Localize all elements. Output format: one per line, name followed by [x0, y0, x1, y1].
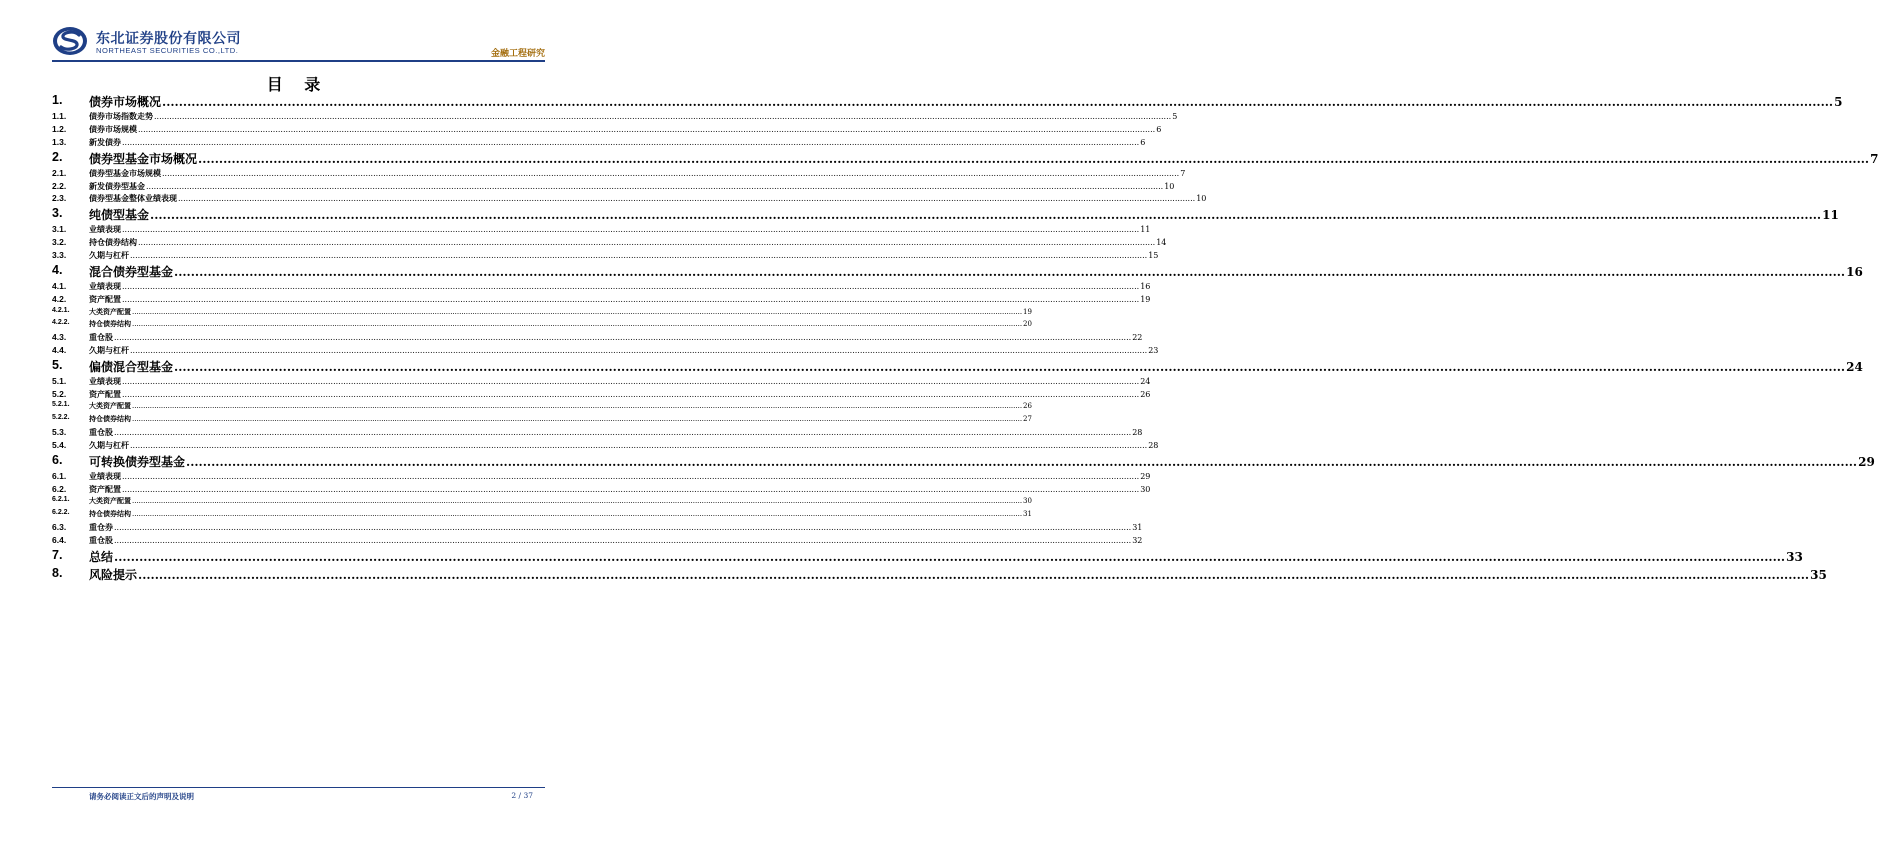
- toc-entry-number: 2.1.: [52, 167, 67, 178]
- company-logo: [52, 26, 88, 56]
- toc-entry-number: 6.1.: [52, 470, 67, 481]
- toc-entry[interactable]: [52, 565, 1827, 584]
- toc-entry-number: 3.2.: [52, 237, 67, 248]
- dot-leader: ................................................................................................................................................................................................................................................................................................................................................................................................................: [122, 137, 1140, 147]
- toc-entry-page[interactable]: 30: [1023, 497, 1032, 506]
- toc-entry[interactable]: [52, 439, 1159, 453]
- dot-leader: ................................................................................................................................................................................................................................................................................................................................................................................................................: [122, 281, 1140, 291]
- department-label: 金融工程研究: [490, 49, 545, 59]
- toc-entry[interactable]: [52, 249, 1159, 263]
- toc-entry-page[interactable]: 23: [1148, 345, 1159, 355]
- toc-entry-title[interactable]: 业绩表现: [89, 280, 121, 291]
- dot-leader: ................................................................................................................................................................................................................................................................................................................................................................................................................: [132, 307, 1023, 316]
- toc-entry-page[interactable]: 6: [1140, 137, 1146, 147]
- toc-entry-page[interactable]: 11: [1140, 225, 1151, 235]
- toc-entry[interactable]: [52, 509, 1032, 522]
- toc-entry[interactable]: [52, 357, 1863, 376]
- dot-leader: ................................................................................................................................................................................................................................................................................................................................................................................................................: [122, 484, 1140, 494]
- dot-leader: ................................................................................................................................................................................................................................................................................................................................................................................................................: [132, 510, 1023, 519]
- dot-leader: ................................................................................................................................................................................................................................................................................................................................................................................................................: [122, 389, 1140, 399]
- toc-entry-title[interactable]: 重仓券: [89, 522, 113, 533]
- toc-entry-title[interactable]: 纯债型基金: [89, 208, 150, 223]
- toc-entry-number: 4.2.1.: [52, 306, 70, 314]
- dot-leader: ................................................................................................................................................................................................................................................................................................................................................................................................................: [122, 376, 1140, 386]
- toc-entry[interactable]: [52, 193, 1207, 206]
- toc-entry-number: 4.4.: [52, 344, 67, 355]
- toc-entry[interactable]: [52, 470, 1151, 484]
- toc-entry[interactable]: [52, 496, 1032, 509]
- toc-entry[interactable]: [52, 375, 1151, 389]
- toc-entry-title[interactable]: 债券市场概况: [89, 95, 162, 109]
- toc-entry[interactable]: [52, 547, 1803, 566]
- toc-entry-title[interactable]: 重仓股: [89, 534, 113, 545]
- toc-entry-title[interactable]: 业绩表现: [89, 470, 121, 481]
- toc-entry[interactable]: [52, 452, 1875, 471]
- toc-entry-page[interactable]: 22: [1132, 333, 1143, 343]
- toc-entry-number: 6.2.: [52, 483, 67, 494]
- toc-entry[interactable]: [52, 262, 1863, 281]
- toc-entry[interactable]: [52, 344, 1159, 358]
- toc-entry-title[interactable]: 重仓股: [89, 427, 113, 438]
- toc-entry-title[interactable]: 资产配置: [89, 483, 121, 494]
- toc-entry[interactable]: [52, 534, 1143, 548]
- dot-leader: ................................................................................................................................................................................................................................................................................................................................................................................................................: [138, 124, 1156, 134]
- dot-leader: ................................................................................................................................................................................................................................................................................................................................................................................................................: [114, 333, 1132, 343]
- toc-entry[interactable]: [52, 206, 1839, 224]
- toc-entry-title[interactable]: 持仓债券结构: [89, 414, 131, 424]
- toc-entry-number: 3.: [52, 206, 63, 221]
- toc-entry-title[interactable]: 债券型基金市场规模: [89, 167, 161, 178]
- toc-entry-title[interactable]: 债券市场指数走势: [89, 111, 153, 122]
- toc-entry-title[interactable]: 大类资产配置: [89, 401, 131, 411]
- toc-entry[interactable]: [52, 522, 1143, 535]
- toc-entry-page[interactable]: 11: [1822, 208, 1839, 223]
- dot-leader: ................................................................................................................................................................................................................................................................................................................................................................................................................: [122, 471, 1140, 481]
- toc-entry-number: 5.2.1.: [52, 401, 70, 409]
- toc-entry-page[interactable]: 19: [1023, 307, 1032, 316]
- toc-entry-page[interactable]: 14: [1156, 238, 1167, 248]
- toc-entry-page[interactable]: 24: [1846, 359, 1863, 374]
- dot-leader: ................................................................................................................................................................................................................................................................................................................................................................................................................: [114, 549, 1786, 564]
- page-header: [52, 26, 545, 60]
- company-name-cn: 东北证券股份有限公司: [96, 31, 241, 47]
- toc-entry-number: 1.1.: [52, 111, 67, 122]
- dot-leader: ................................................................................................................................................................................................................................................................................................................................................................................................................: [138, 238, 1156, 248]
- company-name-en: NORTHEAST SECURITIES CO.,LTD.: [96, 46, 239, 55]
- dot-leader: ................................................................................................................................................................................................................................................................................................................................................................................................................: [132, 497, 1023, 506]
- toc-entry-page[interactable]: 19: [1140, 294, 1151, 304]
- dot-leader: ................................................................................................................................................................................................................................................................................................................................................................................................................: [114, 428, 1132, 438]
- toc-entry-title[interactable]: 总结: [89, 549, 114, 564]
- toc-entry-page[interactable]: 30: [1140, 484, 1151, 494]
- toc-entry-page[interactable]: 32: [1132, 535, 1143, 545]
- toc-entry-page[interactable]: 5: [1172, 112, 1178, 122]
- toc-entry-number: 4.1.: [52, 280, 67, 291]
- toc-entry-number: 5.3.: [52, 427, 67, 438]
- toc-entry[interactable]: [52, 180, 1175, 194]
- toc-entry-title[interactable]: 可转换债券型基金: [89, 454, 186, 469]
- dot-leader: ................................................................................................................................................................................................................................................................................................................................................................................................................: [122, 294, 1140, 304]
- toc-entry-number: 1.3.: [52, 136, 67, 147]
- toc-entry-number: 4.2.: [52, 293, 67, 304]
- toc-entry-number: 6.3.: [52, 522, 67, 533]
- table-of-contents: [52, 93, 1878, 584]
- toc-entry-page[interactable]: 33: [1786, 549, 1803, 564]
- toc-entry-number: 2.: [52, 149, 63, 164]
- toc-entry[interactable]: [52, 388, 1151, 402]
- toc-entry-title[interactable]: 大类资产配置: [89, 306, 131, 316]
- toc-entry[interactable]: [52, 306, 1032, 320]
- toc-entry-title[interactable]: 风险提示: [89, 567, 138, 582]
- toc-entry[interactable]: [52, 293, 1151, 307]
- toc-entry-number: 4.2.2.: [52, 319, 70, 327]
- toc-entry-number: 6.2.2.: [52, 509, 70, 517]
- toc-entry-page[interactable]: 26: [1140, 389, 1151, 399]
- toc-entry-page[interactable]: 7: [1870, 151, 1878, 166]
- toc-entry[interactable]: [52, 414, 1032, 427]
- footer-divider: [52, 787, 545, 788]
- dot-leader: ................................................................................................................................................................................................................................................................................................................................................................................................................: [154, 112, 1172, 122]
- toc-entry-page[interactable]: 16: [1846, 264, 1863, 279]
- toc-entry-title[interactable]: 久期与杠杆: [89, 249, 129, 260]
- toc-entry-number: 7.: [52, 547, 63, 562]
- toc-entry-title[interactable]: 业绩表现: [89, 224, 121, 235]
- toc-entry-page[interactable]: 7: [1180, 168, 1186, 178]
- dot-leader: ................................................................................................................................................................................................................................................................................................................................................................................................................: [130, 250, 1148, 260]
- toc-entry[interactable]: [52, 237, 1167, 250]
- dot-leader: ................................................................................................................................................................................................................................................................................................................................................................................................................: [186, 454, 1858, 469]
- toc-entry-number: 5.: [52, 357, 63, 372]
- toc-entry-title[interactable]: 持仓债券结构: [89, 319, 131, 329]
- toc-entry-number: 1.: [52, 93, 63, 107]
- toc-entry-page[interactable]: 29: [1140, 471, 1151, 481]
- dot-leader: ................................................................................................................................................................................................................................................................................................................................................................................................................: [174, 264, 1846, 279]
- dot-leader: ................................................................................................................................................................................................................................................................................................................................................................................................................: [132, 402, 1023, 411]
- toc-entry[interactable]: [52, 319, 1032, 332]
- toc-entry-title[interactable]: 持仓债券结构: [89, 509, 131, 519]
- toc-entry-page[interactable]: 24: [1140, 376, 1151, 386]
- dot-leader: ................................................................................................................................................................................................................................................................................................................................................................................................................: [114, 535, 1132, 545]
- toc-entry-number: 5.1.: [52, 375, 67, 386]
- dot-leader: ................................................................................................................................................................................................................................................................................................................................................................................................................: [130, 345, 1148, 355]
- toc-entry-page[interactable]: 16: [1140, 281, 1151, 291]
- dot-leader: ................................................................................................................................................................................................................................................................................................................................................................................................................: [130, 440, 1148, 450]
- dot-leader: ................................................................................................................................................................................................................................................................................................................................................................................................................: [132, 415, 1023, 424]
- dot-leader: ................................................................................................................................................................................................................................................................................................................................................................................................................: [132, 320, 1023, 329]
- toc-entry-page[interactable]: 10: [1196, 194, 1207, 204]
- dot-leader: ................................................................................................................................................................................................................................................................................................................................................................................................................: [146, 181, 1164, 191]
- toc-entry-title[interactable]: 债券型基金市场概况: [89, 151, 198, 166]
- toc-entry-number: 6.2.1.: [52, 496, 70, 504]
- toc-entry-page[interactable]: 31: [1132, 523, 1143, 533]
- toc-entry-title[interactable]: 大类资产配置: [89, 496, 131, 506]
- page-number: 2 / 37: [511, 791, 533, 800]
- toc-entry-title[interactable]: 业绩表现: [89, 375, 121, 386]
- toc-entry-title[interactable]: 资产配置: [89, 388, 121, 399]
- dot-leader: ................................................................................................................................................................................................................................................................................................................................................................................................................: [198, 151, 1870, 166]
- toc-entry[interactable]: [52, 332, 1143, 345]
- toc-entry-number: 1.2.: [52, 123, 67, 134]
- toc-entry-page[interactable]: 6: [1156, 124, 1162, 134]
- footer-disclaimer: 请务必阅读正文后的声明及说明: [89, 792, 194, 801]
- toc-entry-title[interactable]: 混合债券型基金: [89, 264, 174, 279]
- toc-entry-title[interactable]: 新发债券型基金: [89, 180, 145, 191]
- toc-entry-number: 4.3.: [52, 332, 67, 343]
- toc-entry-title[interactable]: 债券型基金整体业绩表现: [89, 193, 177, 204]
- toc-entry-title[interactable]: 新发债券: [89, 136, 121, 147]
- toc-entry[interactable]: [52, 280, 1151, 294]
- dot-leader: ................................................................................................................................................................................................................................................................................................................................................................................................................: [162, 168, 1180, 178]
- toc-entry-number: 8.: [52, 565, 63, 580]
- toc-entry[interactable]: [52, 167, 1186, 181]
- toc-entry-title[interactable]: 重仓股: [89, 332, 113, 343]
- toc-entry-number: 5.2.2.: [52, 414, 70, 422]
- toc-entry-title[interactable]: 资产配置: [89, 293, 121, 304]
- toc-entry-page[interactable]: 35: [1810, 567, 1827, 582]
- toc-entry-number: 3.3.: [52, 249, 67, 260]
- toc-entry-page[interactable]: 29: [1858, 454, 1875, 469]
- toc-entry-number: 5.2.: [52, 388, 67, 399]
- toc-entry[interactable]: [52, 93, 1843, 111]
- toc-entry-number: 5.4.: [52, 439, 67, 450]
- header-divider: [52, 60, 545, 62]
- toc-entry-page[interactable]: 15: [1148, 250, 1159, 260]
- toc-entry[interactable]: [52, 483, 1151, 497]
- toc-entry-title[interactable]: 持仓债券结构: [89, 237, 137, 248]
- toc-entry-page[interactable]: 10: [1164, 181, 1175, 191]
- toc-title: 目 录: [266, 75, 329, 94]
- dot-leader: ................................................................................................................................................................................................................................................................................................................................................................................................................: [178, 194, 1196, 204]
- toc-entry[interactable]: [52, 401, 1032, 414]
- toc-entry-page[interactable]: 28: [1148, 440, 1159, 450]
- toc-entry-number: 3.1.: [52, 224, 67, 235]
- toc-entry-page[interactable]: 28: [1132, 428, 1143, 438]
- toc-entry[interactable]: [52, 123, 1162, 137]
- toc-entry-title[interactable]: 久期与杠杆: [89, 344, 129, 355]
- toc-entry-number: 2.3.: [52, 193, 67, 204]
- toc-entry[interactable]: [52, 149, 1878, 168]
- dot-leader: ................................................................................................................................................................................................................................................................................................................................................................................................................: [114, 523, 1132, 533]
- toc-entry[interactable]: [52, 111, 1178, 124]
- toc-entry-title[interactable]: 债券市场规模: [89, 123, 137, 134]
- toc-entry[interactable]: [52, 136, 1146, 150]
- toc-entry-page[interactable]: 27: [1023, 415, 1032, 424]
- dot-leader: ................................................................................................................................................................................................................................................................................................................................................................................................................: [150, 208, 1822, 223]
- dot-leader: ................................................................................................................................................................................................................................................................................................................................................................................................................: [162, 95, 1834, 109]
- toc-entry-page[interactable]: 20: [1023, 320, 1032, 329]
- toc-entry[interactable]: [52, 427, 1143, 440]
- toc-entry-title[interactable]: 久期与杠杆: [89, 439, 129, 450]
- toc-entry-title[interactable]: 偏债混合型基金: [89, 359, 174, 374]
- toc-entry-number: 4.: [52, 262, 63, 277]
- dot-leader: ................................................................................................................................................................................................................................................................................................................................................................................................................: [122, 225, 1140, 235]
- dot-leader: ................................................................................................................................................................................................................................................................................................................................................................................................................: [174, 359, 1846, 374]
- toc-entry-number: 6.: [52, 452, 63, 467]
- toc-entry-number: 6.4.: [52, 534, 67, 545]
- toc-entry[interactable]: [52, 224, 1151, 237]
- toc-entry-page[interactable]: 26: [1023, 402, 1032, 411]
- toc-entry-page[interactable]: 5: [1834, 95, 1843, 109]
- dot-leader: ................................................................................................................................................................................................................................................................................................................................................................................................................: [138, 567, 1810, 582]
- toc-entry-page[interactable]: 31: [1023, 510, 1032, 519]
- toc-entry-number: 2.2.: [52, 180, 67, 191]
